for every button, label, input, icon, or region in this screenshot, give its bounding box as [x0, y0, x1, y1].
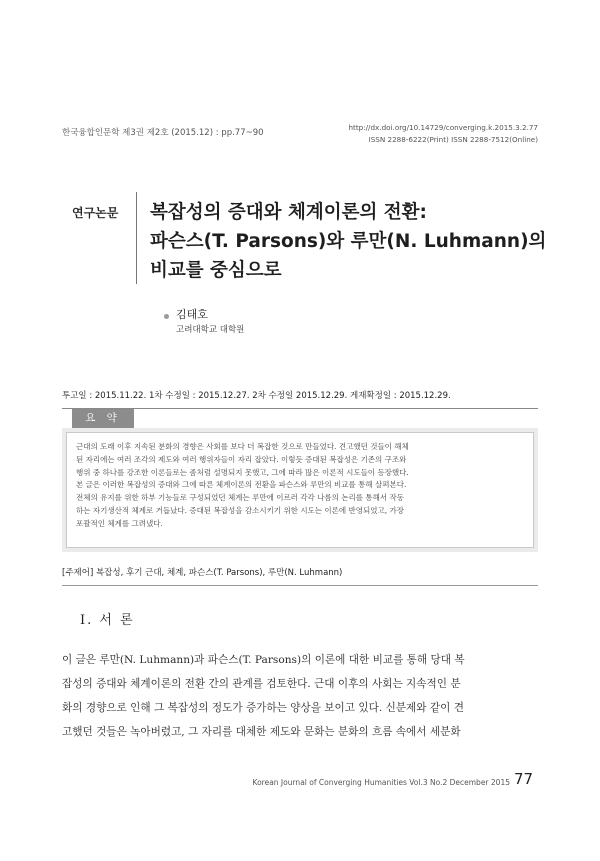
abstract-line: 포괄적인 체계를 그려냈다. [76, 518, 163, 528]
abstract-text [76, 441, 526, 531]
abstract-line: 근대의 도래 이후 지속된 분화의 경향은 사회를 보다 더 복잡한 것으로 만들었다. 견고했던 것들이 해체 [76, 442, 409, 451]
doi-block [348, 122, 538, 146]
body-line: 고했던 것들은 녹아버렸고, 그 자리를 대체한 제도와 문화는 분화의 흐름 속에서 세분화 [62, 726, 461, 738]
abstract-line: 된 자리에는 여러 조각의 제도와 여러 행위자들이 자리 잡았다. 이렇듯 증대된 복잡성은 기존의 구조와 [76, 454, 407, 464]
abstract-line: 전체의 유지를 위한 하부 기능들로 구성되었던 체계는 루만에 이르러 각각 나름의 논리를 통해서 작동 [76, 493, 405, 503]
article-title [150, 198, 550, 285]
body-text [62, 648, 538, 744]
title-line: 파슨스(T. Parsons)와 루만(N. Luhmann)의 [150, 231, 547, 252]
doi-link[interactable]: http://dx.doi.org/10.14729/converging.k.2015.3.2.77 [348, 123, 538, 132]
section-heading: Ⅰ. 서 론 [80, 613, 135, 628]
submission-dates: 투고일 : 2015.11.22. 1차 수정일 : 2015.12.27. 2차 수정일 2015.12.29. 게재확정일 : 2015.12.29. [62, 391, 451, 401]
abstract-line: 하는 자기생산적 체계로 거듭났다. 증대된 복잡성을 감소시키기 위한 시도는 이론에 반영되었고, 가장 [76, 505, 405, 515]
keywords: [주제어] 복잡성, 후기 근대, 체계, 파슨스(T. Parsons), 루만(N. Luhmann) [62, 568, 343, 578]
bullet-icon [164, 314, 169, 319]
footer-journal: Korean Journal of Converging Humanities Vol.3 No.2 December 2015 [252, 778, 510, 787]
issn: ISSN 2288-6222(Print) ISSN 2288-7512(Online) [368, 135, 538, 144]
title-line: 비교를 중심으로 [150, 260, 282, 281]
abstract-label: 요 약 [72, 409, 134, 428]
title-line: 복잡성의 증대와 체계이론의 전환: [150, 202, 427, 223]
title-divider [136, 192, 137, 284]
author-name: 김태호 [176, 308, 208, 321]
keywords-rule [62, 585, 538, 586]
abstract-line: 행위 중 하나를 강조한 이론들로는 좀처럼 설명되지 못했고, 그에 따라 많은 이론적 시도들이 등장했다. [76, 467, 409, 477]
journal-citation: 한국융합인문학 제3권 제2호 (2015.12) : pp.77~90 [62, 128, 264, 138]
body-line: 잡성의 증대와 체계이론의 전환 간의 관계를 검토한다. 근대 이후의 사회는 지속적인 분 [62, 678, 461, 690]
abstract-line: 본 글은 이러한 복잡성의 증대와 그에 따른 체계이론의 전환을 파슨스와 루만의 비교를 통해 살펴본다. [76, 480, 407, 490]
article-category: 연구논문 [72, 206, 119, 220]
page-number: 77 [514, 770, 534, 788]
body-line: 화의 경향으로 인해 그 복잡성의 정도가 증가하는 양상을 보이고 있다. 신분제와 같이 견 [62, 702, 464, 714]
author-affiliation: 고려대학교 대학원 [176, 325, 245, 335]
body-line: 이 글은 루만(N. Luhmann)과 파슨스(T. Parsons)의 이론에 대한 비교를 통해 당대 복 [62, 654, 465, 666]
